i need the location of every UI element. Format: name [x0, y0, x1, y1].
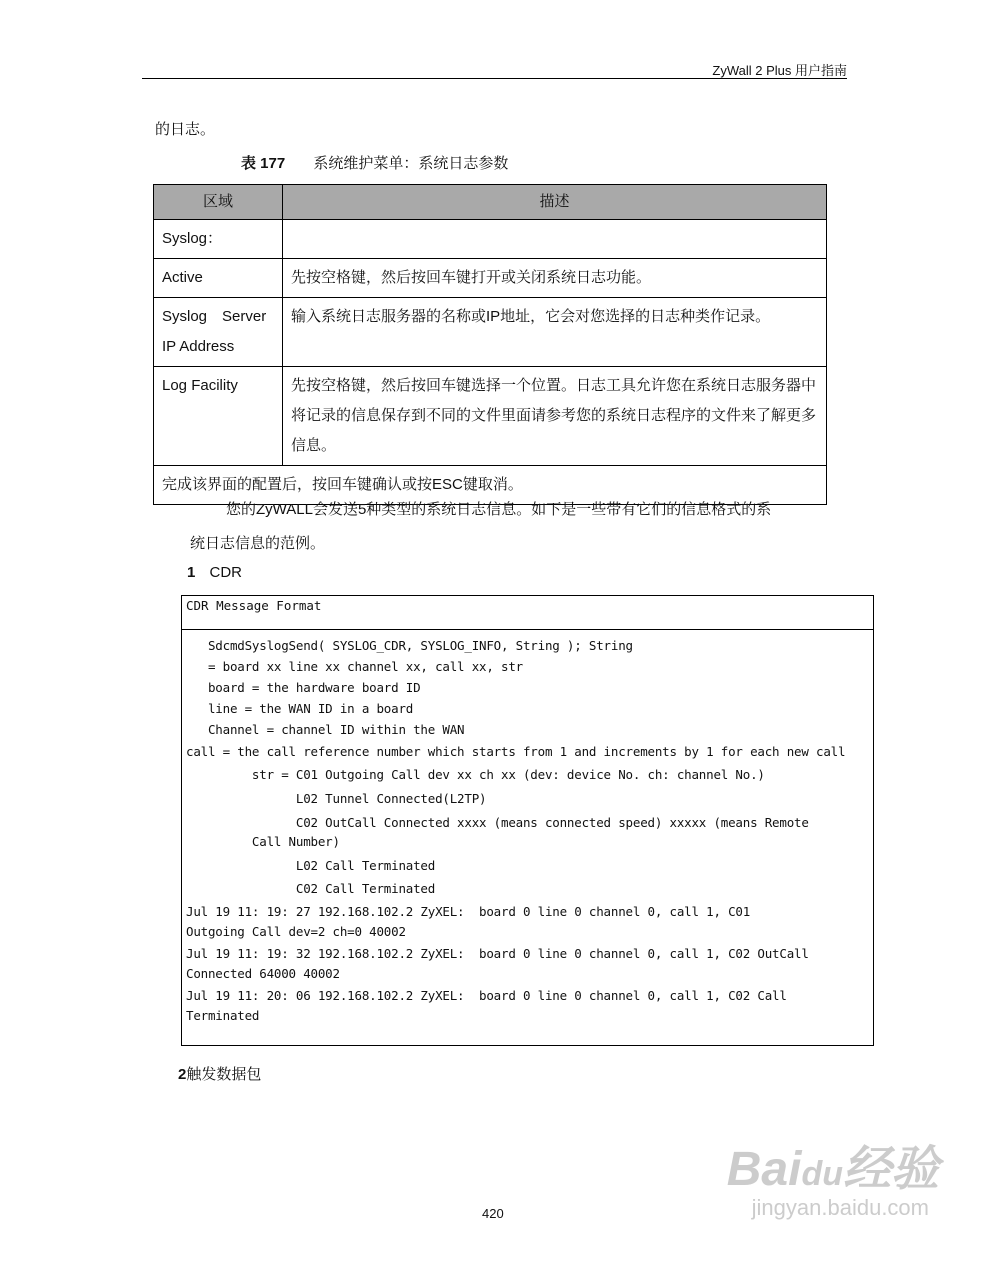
header-field: 区域: [154, 185, 283, 220]
intro-text: 的日志。: [155, 121, 216, 138]
code-line: Terminated: [186, 1008, 260, 1023]
cell-footer: 完成该界面的配置后，按回车键确认或按ESC键取消。: [154, 466, 827, 505]
code-line: SdcmdSyslogSend( SYSLOG_CDR, SYSLOG_INFO, String ); String: [186, 638, 633, 653]
code-line: C02 Call Terminated: [186, 881, 436, 896]
code-line: Jul 19 11: 19: 27 192.168.102.2 ZyXEL: board 0 line 0 channel 0, call 1, C01: [186, 904, 751, 919]
code-line: L02 Tunnel Connected(L2TP): [186, 791, 487, 806]
cell-desc: 先按空格键，然后按回车键打开或关闭系统日志功能。: [283, 259, 827, 298]
section-title: CDR: [209, 564, 243, 581]
table-row: [154, 367, 827, 466]
cell-desc: 先按空格键，然后按回车键选择一个位置。日志工具允许您在系统日志服务器中将记录的信息保存到不同的文件里面请参考您的系统日志程序的文件来了解更多信息。: [283, 367, 827, 466]
section-number: 2: [178, 1066, 187, 1083]
running-header: ZyWall 2 Plus 用户指南: [712, 63, 847, 78]
table-header-row: [154, 185, 827, 220]
code-line: Outgoing Call dev=2 ch=0 40002: [186, 924, 406, 939]
cell-field: Syslog Server IP Address: [154, 298, 283, 367]
table-row: [154, 298, 827, 367]
code-line: Channel = channel ID within the WAN: [186, 722, 465, 737]
table-caption: [241, 152, 508, 173]
code-line: str = C01 Outgoing Call dev xx ch xx (dev: device No. ch: channel No.): [186, 767, 765, 782]
table-row: [154, 259, 827, 298]
cdr-code-box: [181, 595, 874, 1046]
cell-desc: 输入系统日志服务器的名称或IP地址，它会对您选择的日志种类作记录。: [283, 298, 827, 367]
code-line: Connected 64000 40002: [186, 966, 340, 981]
code-line: C02 OutCall Connected xxxx (means connected speed) xxxxx (means Remote: [186, 815, 809, 830]
code-title: CDR Message Format: [182, 596, 873, 630]
table-row: [154, 220, 827, 259]
section-heading-trigger: [178, 1063, 261, 1084]
code-line: Jul 19 11: 19: 32 192.168.102.2 ZyXEL: board 0 line 0 channel 0, call 1, C02 OutCall: [186, 946, 809, 961]
header-desc: 描述: [283, 185, 827, 220]
code-line: L02 Call Terminated: [186, 858, 436, 873]
baidu-watermark-logo: Baidu经验: [726, 1143, 939, 1196]
section-number: 1: [187, 564, 196, 581]
body-text-line: 统日志信息的范例。: [190, 535, 326, 552]
header-rule: [142, 78, 847, 79]
cell-field: Syslog：: [154, 220, 283, 259]
cell-desc: [283, 220, 827, 259]
cell-field: Active: [154, 259, 283, 298]
section-title: 触发数据包: [186, 1066, 262, 1083]
section-heading-cdr: [187, 564, 242, 581]
page-number: 420: [482, 1206, 504, 1221]
code-line: call = the call reference number which starts from 1 and increments by 1 for each new call: [186, 744, 846, 759]
caption-number: 表 177: [241, 155, 286, 172]
body-text-line: 您的ZyWALL会发送5种类型的系统日志信息。如下是一些带有它们的信息格式的系: [226, 501, 772, 518]
code-line: Jul 19 11: 20: 06 192.168.102.2 ZyXEL: board 0 line 0 channel 0, call 1, C02 Call: [186, 988, 787, 1003]
code-line: Call Number): [186, 834, 340, 849]
syslog-params-table: [153, 184, 827, 505]
code-line: = board xx line xx channel xx, call xx, str: [186, 659, 523, 674]
code-line: line = the WAN ID in a board: [186, 701, 414, 716]
code-line: board = the hardware board ID: [186, 680, 421, 695]
baidu-watermark-url: jingyan.baidu.com: [751, 1195, 929, 1220]
caption-text: 系统维护菜单：系统日志参数: [313, 155, 509, 172]
cell-field: Log Facility: [154, 367, 283, 466]
